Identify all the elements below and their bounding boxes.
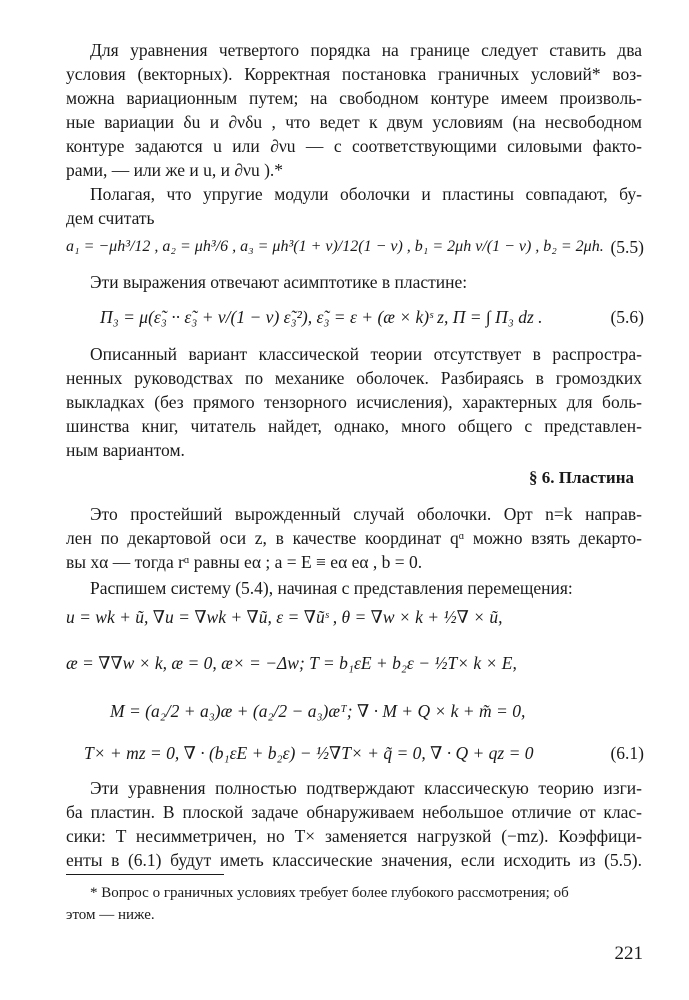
text-line: дем считать (66, 208, 155, 228)
text-line: Эти уравнения полностью подтверждают классическую теорию изги- (90, 778, 642, 798)
text-line: выкладках (без прямого тензорного исчисления), характерных для боль- (66, 392, 642, 412)
section-heading: § 6. Пластина (529, 468, 634, 487)
equation-system-line: M = (a₂/2 + a₃)æ + (a₂/2 − a₃)æᵀ; ∇ · M + Q × k + m̃ = 0, (110, 701, 526, 721)
footnote-rule (66, 874, 224, 875)
equation-5-6: Π₃ = μ(ε̃₃ ·· ε̃₃ + ν/(1 − ν) ε̃₃²), ε̃₃ = ε + (æ × k)ˢ z, Π = ∫ Π₃ dz . (100, 307, 543, 327)
text-line: контуре задаются u или ∂νu — с соответствующими силовыми факто- (66, 136, 642, 156)
text-line: шинства книг, читатель найдет, однако, много общего с представлен- (66, 416, 642, 436)
text-line: условия (векторных). Корректная постановка граничных условий* воз- (66, 64, 642, 84)
text-line: Для уравнения четвертого порядка на границе следует ставить два (90, 40, 642, 60)
equation-number: (5.5) (610, 237, 644, 257)
equation-number: (5.6) (610, 307, 644, 327)
text-line: ба пластин. В плоской задаче обнаруживаем небольшое отличие от клас- (66, 802, 642, 822)
equation-number: (6.1) (610, 743, 644, 763)
text-line: енты в (6.1) будут иметь классические значения, если исходить из (5.5). (66, 850, 642, 870)
text-line: рами, — или же и u, и ∂νu ).* (66, 160, 284, 180)
text-line: Эти выражения отвечают асимптотике в пластине: (90, 272, 468, 292)
text-line: ным вариантом. (66, 440, 185, 460)
text-line: Это простейший вырожденный случай оболочки. Орт n=k направ- (90, 504, 642, 524)
text-line: Полагая, что упругие модули оболочки и пластины совпадают, бу- (90, 184, 642, 204)
footnote-line: * Вопрос о граничных условиях требует более глубокого рассмотрения; об (90, 885, 569, 901)
page-number: 221 (614, 943, 643, 964)
text-line: сики: T несимметричен, но T× заменяется нагрузкой (−mz). Коэффици- (66, 826, 642, 846)
text-line: вы xα — тогда rᵅ равны eα ; a = E ≡ eα eα , b = 0. (66, 552, 423, 572)
text-line: Распишем систему (5.4), начиная с представления перемещения: (90, 578, 573, 598)
text-line: ные вариации δu и ∂νδu , что ведет к двум условиям (на несвободном (66, 112, 642, 132)
equation-system-line: T× + mz = 0, ∇ · (b₁εE + b₂ε) − ½∇T× + q̃ = 0, ∇ · Q + qz = 0 (84, 743, 534, 763)
equation-system-line: u = wk + ũ, ∇u = ∇wk + ∇ũ, ε = ∇ũˢ , θ = ∇w × k + ½∇ × ũ, (66, 607, 503, 627)
equation-system-line: æ = ∇∇w × k, æ = 0, æ× = −Δw; T = b₁εE + b₂ε − ½T× k × E, (66, 653, 517, 673)
text-line: можна вариационным путем; на свободном контуре имеем произволь- (66, 88, 642, 108)
footnote-line: этом — ниже. (66, 907, 155, 923)
text-line: Описанный вариант классической теории отсутствует в распростра- (90, 344, 642, 364)
equation-5-5: a₁ = −μh³/12 , a₂ = μh³/6 , a₃ = μh³(1 + ν)/12(1 − ν) , b₁ = 2μh ν/(1 − ν) , b₂ = 2μh. (66, 238, 604, 255)
text-line: лен по декартовой оси z, в качестве координат qᵅ можно взять декарто- (66, 528, 642, 548)
text-line: ненных руководствах по механике оболочек. Разбираясь в громоздких (66, 368, 642, 388)
